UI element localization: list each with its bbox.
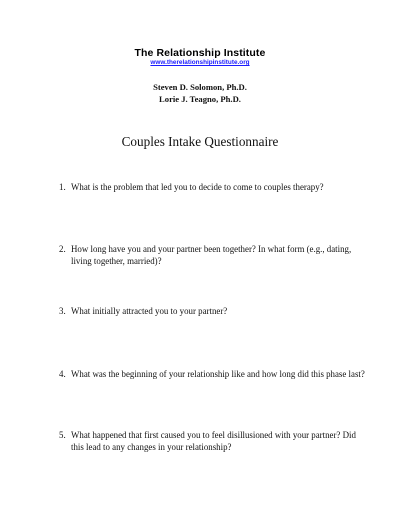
question-item-4 (59, 369, 369, 381)
question-item-2 (59, 244, 369, 267)
document-title: Couples Intake Questionnaire (121, 134, 279, 149)
organization-website-link[interactable]: www.therelationshipinstitute.org (150, 59, 250, 66)
question-item-3 (59, 306, 369, 318)
question-item-1 (59, 182, 369, 194)
question-number: 2. (59, 244, 66, 254)
question-number: 4. (59, 369, 66, 379)
author-name-1: Steven D. Solomon, Ph.D. (153, 82, 247, 92)
question-number: 1. (59, 182, 66, 192)
question-text: What initially attracted you to your partner? (71, 306, 228, 316)
organization-name: The Relationship Institute (134, 47, 266, 59)
question-text: What happened that first caused you to feel disillusioned with your partner? Did this lead to any changes in your relationship? (71, 430, 356, 452)
question-text: What was the beginning of your relationship like and how long did this phase last? (71, 369, 365, 379)
question-text: How long have you and your partner been together? In what form (e.g., dating, living together, married)? (71, 244, 352, 266)
question-text: What is the problem that led you to decide to come to couples therapy? (71, 182, 324, 192)
question-number: 5. (59, 430, 66, 440)
question-item-5 (59, 430, 369, 453)
question-number: 3. (59, 306, 66, 316)
author-name-2: Lorie J. Teagno, Ph.D. (159, 94, 241, 104)
